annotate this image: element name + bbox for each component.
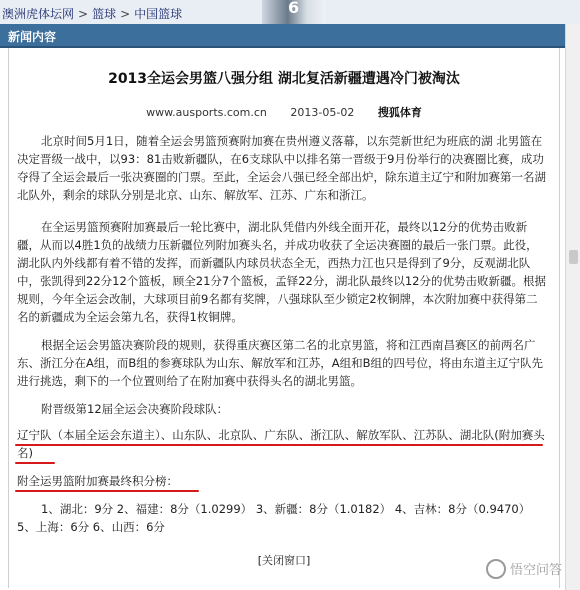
section-title: 新闻内容 [8, 30, 57, 44]
breadcrumb [2, 5, 182, 22]
watermark-text: 悟空问答 [509, 562, 562, 578]
article-date: 2013-05-02 [290, 106, 355, 119]
close-window-label[interactable]: [关闭窗口] [257, 554, 311, 567]
scrollbar-thumb[interactable] [569, 250, 578, 264]
breadcrumb-separator: > [78, 7, 89, 21]
article-source: 搜狐体育 [377, 106, 422, 119]
breadcrumb-item-china-basketball[interactable]: 中国篮球 [134, 7, 183, 21]
article-site: www.ausports.com.cn [146, 106, 267, 119]
red-underline [15, 444, 543, 446]
article-paragraph: 在全运男篮预赛附加赛最后一轮比赛中，湖北队凭借内外线全面开花，最终以12分的优势击败新疆，从而以4胜1负的战绩力压新疆位列附加赛头名，并成功收获了全运决赛圈的最后一张门票。此役，湖北队内外线都有着不错的发挥，而新疆队内球员状态全无，西热力江也只是得到了9分，反观湖北队中，张凯得到22分12个篮板，顾全21分7个篮板，孟铎22分，湖北队最终以12分的优势击败新疆。根据规则，今年全运会改制，大球项目前9名都有奖牌，八强球队至少锁定2枚铜牌，本次附加赛中获得第二名的新疆成为全运会第九名，获得1枚铜牌。 [17, 220, 546, 324]
watermark [486, 559, 562, 581]
article-paragraph: 根据全运会男篮决赛阶段的规则，获得重庆赛区第二名的北京男篮，将和江西南昌赛区的前两名广东、浙江分在A组，而B组的参赛球队为山东、解放军和江苏，A组和B组的四号位，将由东道主辽宁队先进行挑选，剩下的一个位置则给了在附加赛中获得头名的湖北男篮。 [17, 338, 544, 388]
standings-text: 1、湖北：9分 2、福建：8分（1.0299） 3、新疆：8分（1.0182） 4、吉林：8分（0.9470） 5、上海：6分 6、山西：6分 [17, 502, 531, 534]
red-underline [15, 462, 55, 464]
qualified-team-list: 辽宁队（本届全运会东道主）、山东队、北京队、广东队、浙江队、解放军队、江苏队、湖北队(附加赛头名) [17, 428, 545, 460]
section-header [0, 24, 566, 48]
standings-heading: 附全运男篮附加赛最终积分榜： [17, 474, 178, 488]
vertical-scrollbar[interactable] [565, 24, 580, 590]
breadcrumb-item-site[interactable]: 澳洲虎体坛网 [2, 7, 75, 21]
wukong-logo-icon [486, 559, 506, 579]
article-paragraph: 北京时间5月1日，随着全运会男篮预赛附加赛在贵州遵义落幕，以东莞新世纪为班底的湖 北男篮在决定晋级一战中，以93：81击败新疆队，在6支球队中以排名第一晋级于9月份举行的决赛圈比赛，成功夺得了全运会最后一张决赛圈的门票。至此，全运会八强已经全部出炉，除东道主辽宁和附加赛第一名湖北队外，剩余的球队分别是北京、山东、解放军、江苏、广东和浙江。 [17, 134, 546, 202]
article-title: 2013全运会男篮八强分组 湖北复活新疆遭遇冷门被淘汰 [108, 71, 460, 87]
breadcrumb-separator: > [120, 7, 131, 21]
breadcrumb-bar [0, 0, 580, 25]
article-body [8, 48, 560, 588]
banner-jersey-number: 6 [288, 0, 300, 17]
qualified-heading: 附晋级第12届全运会决赛阶段球队： [41, 402, 229, 416]
red-underline [15, 490, 199, 492]
banner-image [262, 0, 326, 24]
breadcrumb-item-basketball[interactable]: 篮球 [92, 7, 117, 21]
close-window-link[interactable] [9, 552, 559, 568]
article-meta [9, 104, 559, 120]
